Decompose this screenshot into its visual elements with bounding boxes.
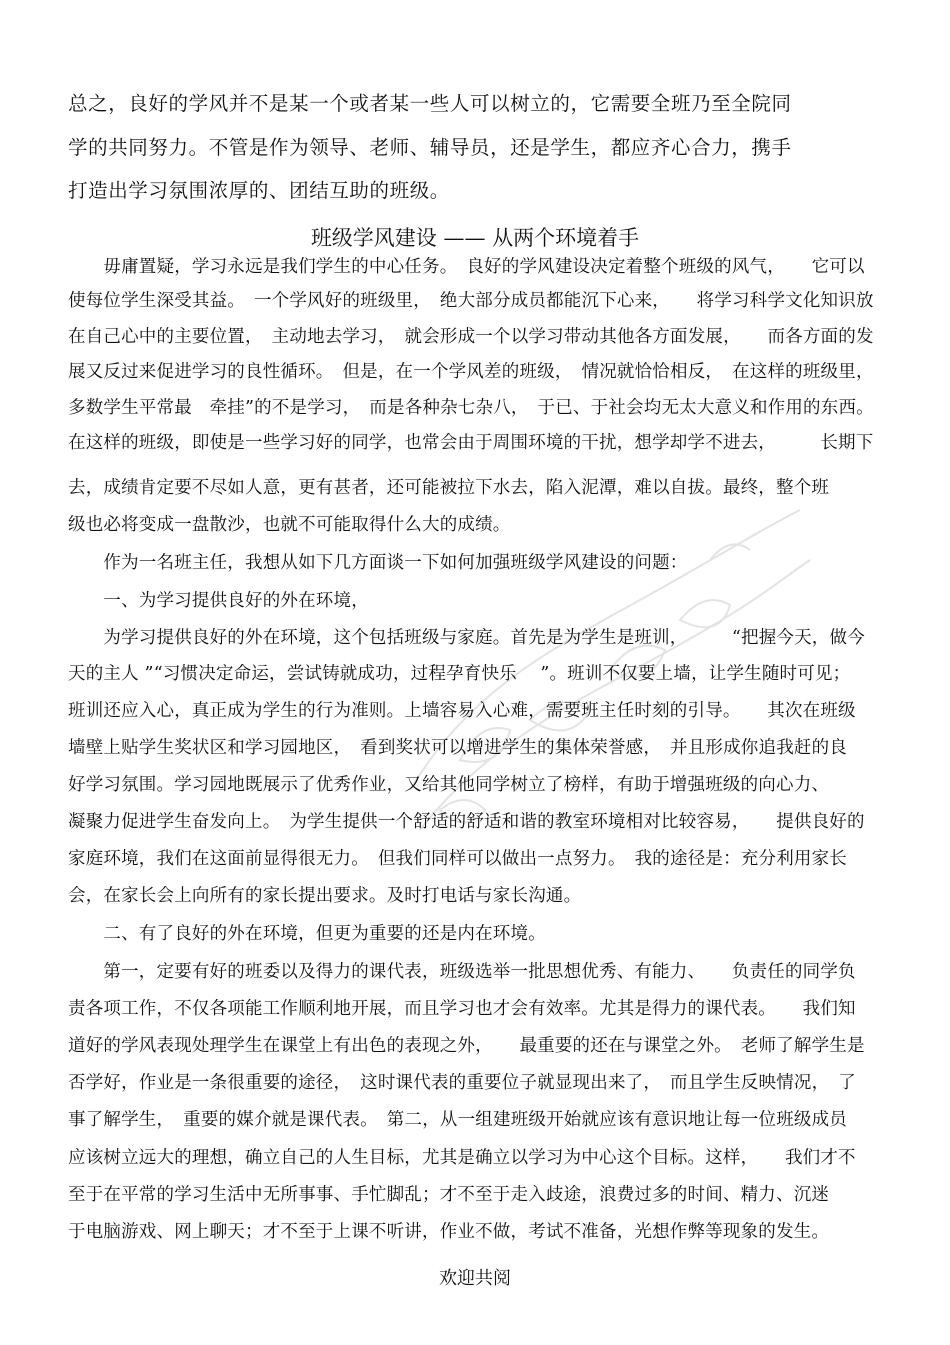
- body-line: 于电脑游戏、网上聊天；才不至于上课不听讲，作业不做，考试不准备，光想作弊等现象的发生。: [68, 1222, 830, 1242]
- intro-line-3: 打造出学习氛围浓厚的、团结互助的班级。: [68, 179, 450, 202]
- body-line: 好学习氛围。学习园地既展示了优秀作业，又给其他同学树立了榜样，有助于增强班级的向心力、: [68, 775, 830, 795]
- body-line: 墙壁上贴学生奖状区和学习园地区， 看到奖状可以增进学生的集体荣誉感， 并且形成你追我赶的良: [68, 738, 847, 758]
- body-line: 作为一名班主任，我想从如下几方面谈一下如何加强班级学风建设的问题：: [68, 553, 688, 573]
- body-line: 第一，定要有好的班委以及得力的课代表，班级选举一批思想优秀、有能力、 负责任的同学负: [68, 962, 856, 982]
- body-line: 级也必将变成一盘散沙，也就不可能取得什么大的成绩。: [68, 515, 511, 535]
- body-line: 否学好，作业是一条很重要的途径， 这时课代表的重要位子就显现出来了， 而且学生反映情况， 了: [68, 1073, 856, 1093]
- body-line: 事了解学生， 重要的媒介就是课代表。 第二，从一组建班级开始就应该有意识地让每一位班级成员: [68, 1110, 847, 1130]
- body-line: 应该树立远大的理想，确立自己的人生目标，尤其是确立以学习为中心这个目标。这样， 我们才不: [68, 1148, 856, 1168]
- body-line: 毋庸置疑，学习永远是我们学生的中心任务。 良好的学风建设决定着整个班级的风气， 它可以: [68, 257, 865, 277]
- intro-line-1: 总之，良好的学风并不是某一个或者某一些人可以树立的，它需要全班乃至全院同: [68, 92, 792, 115]
- body-line: 在这样的班级，即使是一些学习好的同学，也常会由于周围环境的干扰，想学却学不进去， 长期下: [68, 433, 874, 453]
- page-footer: 欢迎共阅: [439, 1268, 511, 1289]
- body-line: 天的主人 ”“习惯决定命运，尝试铸就成功，过程孕育快乐 ”。班训不仅要上墙，让学生随时可见；: [68, 664, 851, 684]
- body-line: 道好的学风表现处理学生在课堂上有出色的表现之外， 最重要的还在与课堂之外。 老师了解学生是: [68, 1036, 865, 1056]
- section-title: 班级学风建设 —— 从两个环境着手: [310, 226, 640, 250]
- body-line: 展又反过来促进学习的良性循环。 但是，在一个学风差的班级， 情况就恰恰相反， 在这样的班级里，: [68, 362, 874, 382]
- body-line: 多数学生平常最 牵挂”的不是学习， 而是各种杂七杂八， 于已、于社会均无太大意义和作用的东西。: [68, 398, 874, 418]
- intro-line-2: 学的共同努力。不管是作为领导、老师、辅导员，还是学生，都应齐心合力，携手: [68, 136, 792, 159]
- body-line: 会，在家长会上向所有的家长提出要求。及时打电话与家长沟通。: [68, 886, 582, 906]
- body-line: 班训还应入心，真正成为学生的行为准则。上墙容易入心难，需要班主任时刻的引导。 其次在班级: [68, 701, 856, 721]
- body-line: 一、为学习提供良好的外在环境，: [68, 591, 369, 611]
- body-line: 凝聚力促进学生奋发向上。 为学生提供一个舒适的舒适和谐的教室环境相对比较容易， 提供良好的: [68, 812, 865, 832]
- body-line: 使每位学生深受其益。 一个学风好的班级里， 绝大部分成员都能沉下心来， 将学习科学文化知识放: [68, 291, 874, 311]
- body-line: 至于在平常的学习生活中无所事事、手忙脚乱；才不至于走入歧途，浪费过多的时间、精力、沉迷: [68, 1185, 830, 1205]
- body-line: 家庭环境，我们在这面前显得很无力。 但我们同样可以做出一点努力。 我的途径是：充分利用家长: [68, 849, 847, 869]
- body-line: 为学习提供良好的外在环境，这个包括班级与家庭。首先是为学生是班训， “把握今天，做今: [68, 628, 865, 648]
- body-line: 二、有了良好的外在环境，但更为重要的还是内在环境。: [68, 924, 546, 944]
- body-line: 责各项工作，不仅各项能工作顺利地开展，而且学习也才会有效率。尤其是得力的课代表。 我们知: [68, 999, 856, 1019]
- body-line: 去，成绩肯定要不尽如人意，更有甚者，还可能被拉下水去，陷入泥潭，难以自拔。最终，整个班: [68, 478, 830, 498]
- body-line: 在自己心中的主要位置， 主动地去学习， 就会形成一个以学习带动其他各方面发展， 而各方面的发: [68, 327, 874, 347]
